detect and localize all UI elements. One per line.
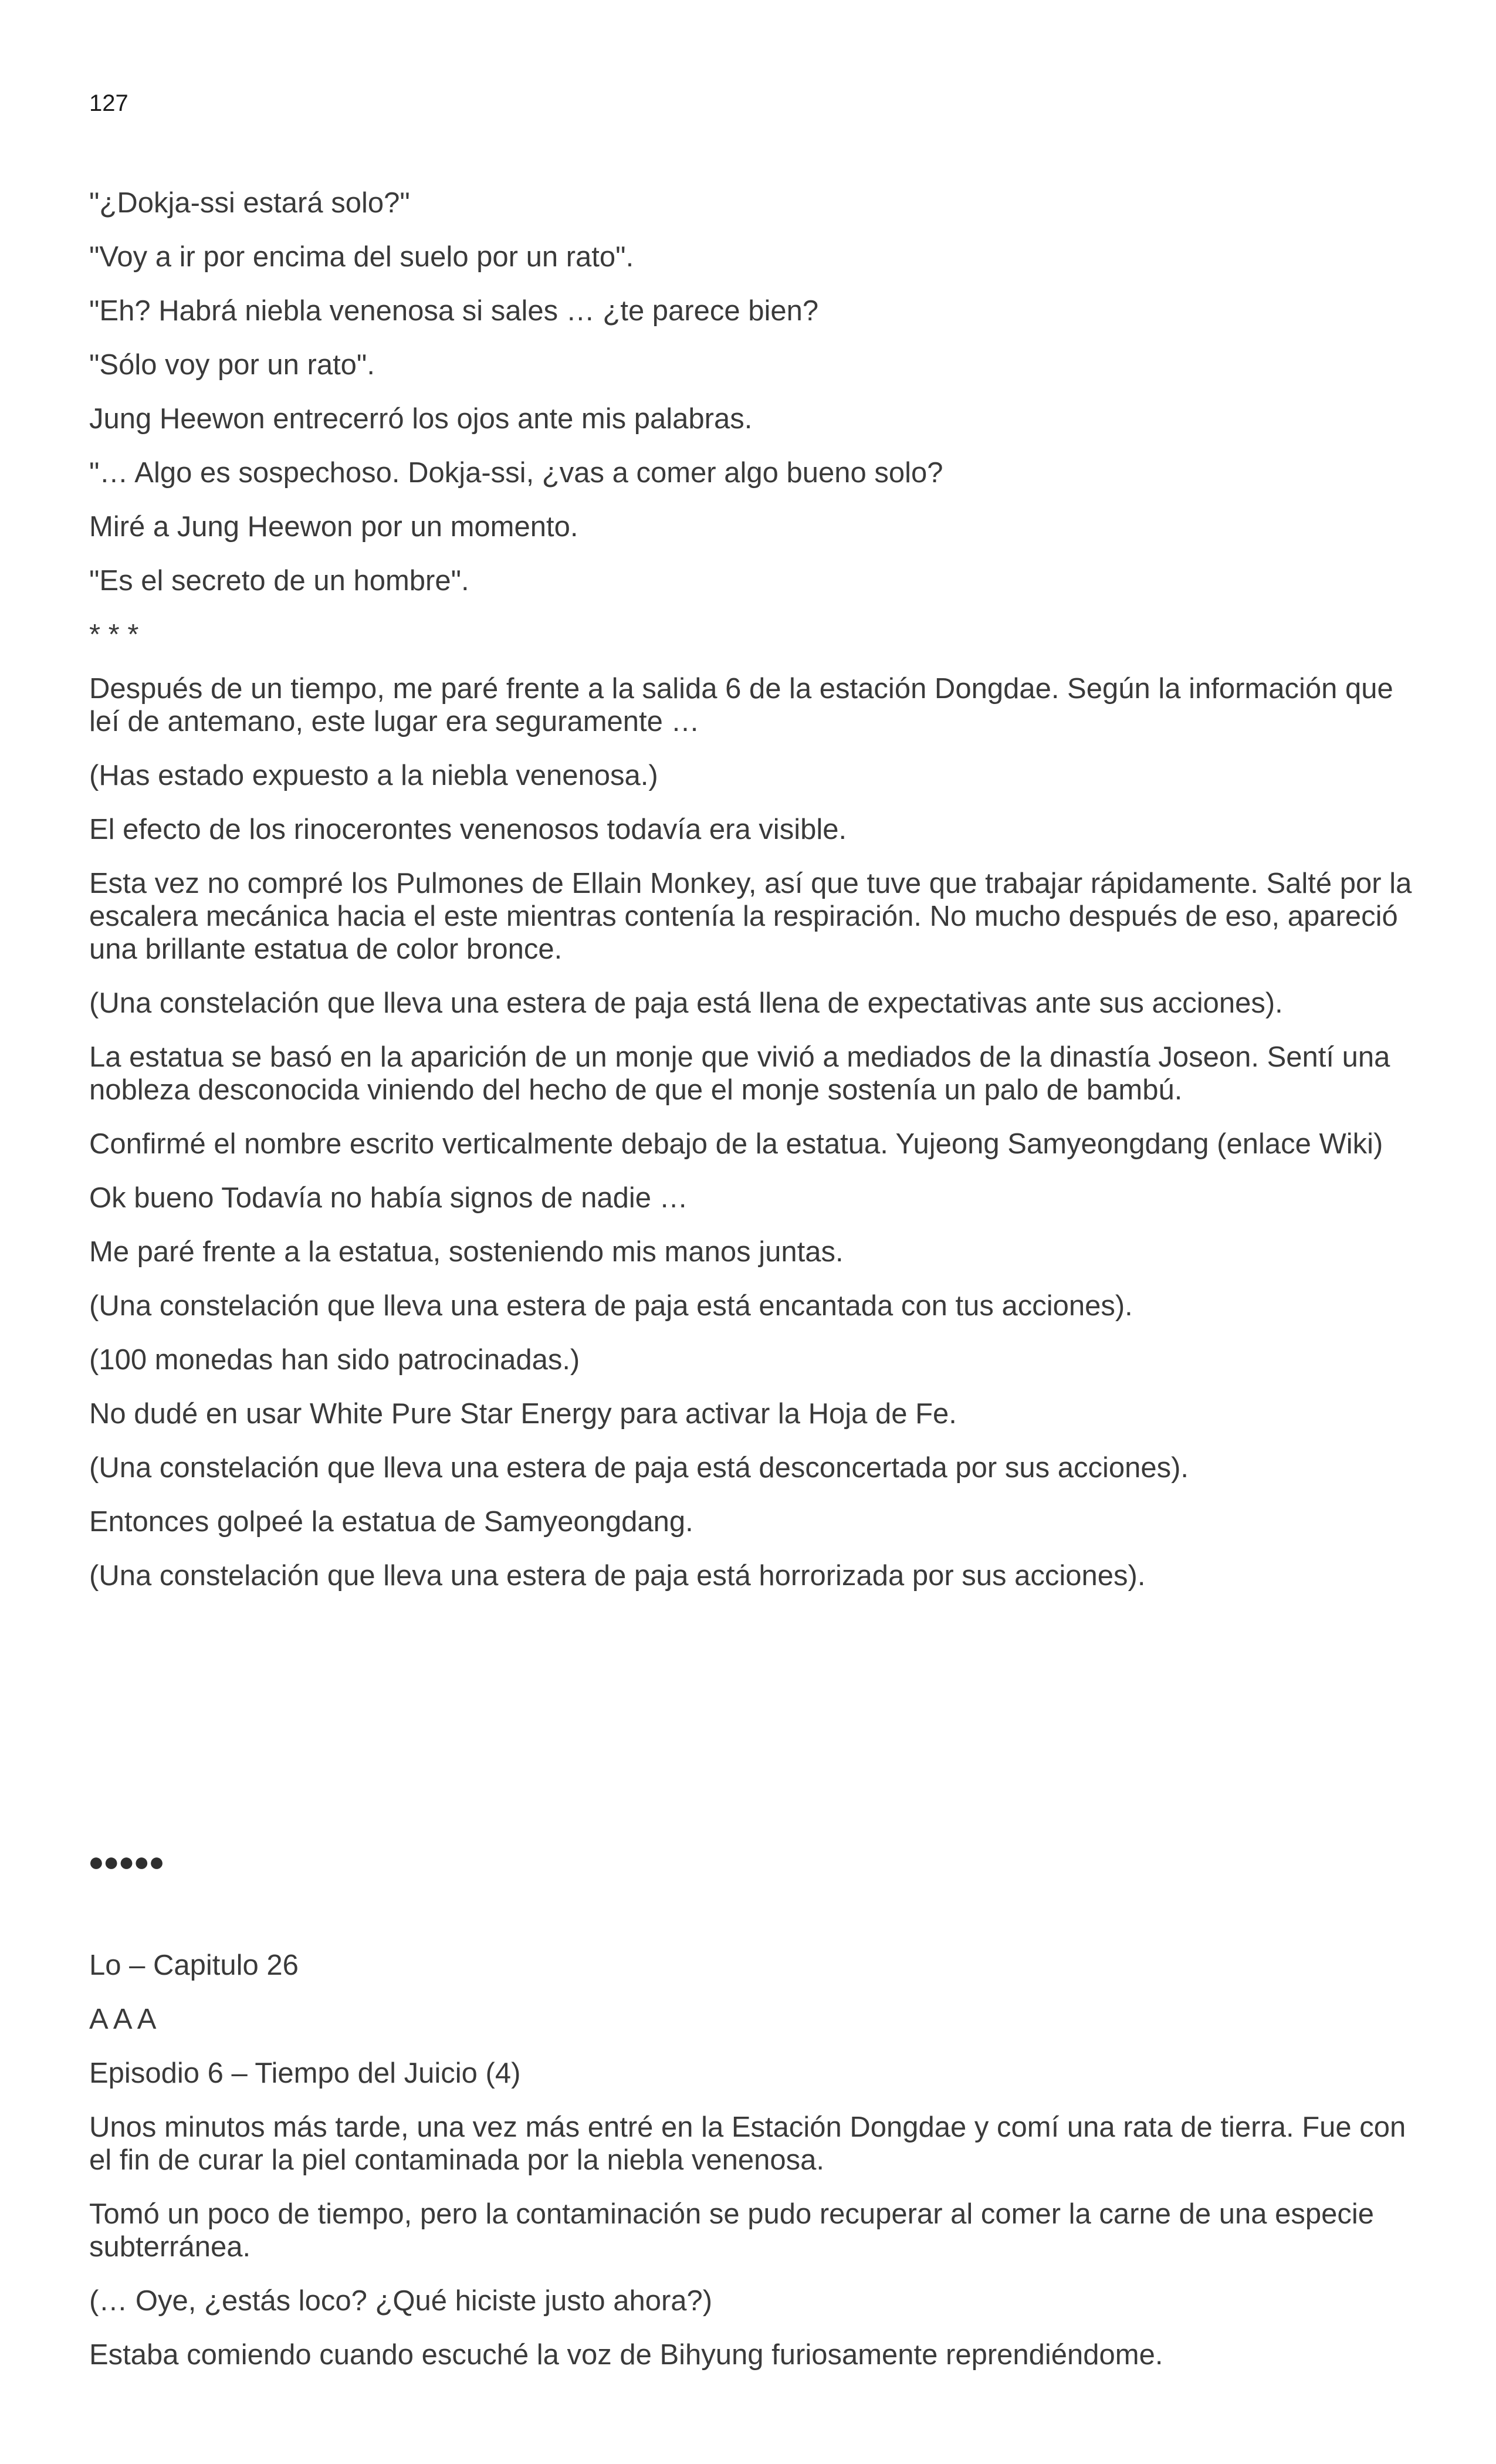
paragraph: Estaba comiendo cuando escuché la voz de Bihyung furiosamente reprendiéndome. <box>89 2339 1163 2371</box>
paragraph: Después de un tiempo, me paré frente a la salida 6 de la estación Dongdae. Según la información que leí de antemano, este lugar era seguramente … <box>89 673 1402 737</box>
section-separator: ●●●●● <box>88 1846 164 1877</box>
system-message: (Una constelación que lleva una estera de paja está horrorizada por sus acciones). <box>89 1560 1146 1592</box>
paragraph: No dudé en usar White Pure Star Energy para activar la Hoja de Fe. <box>89 1398 957 1430</box>
system-message: (Una constelación que lleva una estera de paja está encantada con tus acciones). <box>89 1290 1133 1322</box>
paragraph: "Es el secreto de un hombre". <box>89 565 469 597</box>
paragraph: Esta vez no compré los Pulmones de Ellain Monkey, así que tuve que trabajar rápidamente. Salté por la escalera mecánica hacia el este mientras contenía la respiración. No mucho después de eso, apareció una brillante estatua de color bronce. <box>89 868 1420 965</box>
paragraph: Me paré frente a la estatua, sosteniendo mis manos juntas. <box>89 1236 844 1268</box>
paragraph: "Voy a ir por encima del suelo por un rato". <box>89 241 634 273</box>
episode-title: Episodio 6 – Tiempo del Juicio (4) <box>89 2057 521 2089</box>
paragraph: Confirmé el nombre escrito verticalmente debajo de la estatua. Yujeong Samyeongdang (enlace Wiki) <box>89 1128 1383 1160</box>
paragraph: Miré a Jung Heewon por un momento. <box>89 511 578 543</box>
paragraph: La estatua se basó en la aparición de un monje que vivió a mediados de la dinastía Joseon. Sentí una nobleza desconocida viniendo del hecho de que el monje sostenía un palo de bambú. <box>89 1041 1399 1106</box>
paragraph: "¿Dokja-ssi estará solo?" <box>89 187 410 219</box>
paragraph: (… Oye, ¿estás loco? ¿Qué hiciste justo ahora?) <box>89 2285 713 2317</box>
chapter-text-top <box>89 187 1420 1613</box>
chapter-text-bottom <box>89 1949 1415 2392</box>
system-message: (Has estado expuesto a la niebla venenosa.) <box>89 760 658 791</box>
paragraph: "… Algo es sospechoso. Dokja-ssi, ¿vas a comer algo bueno solo? <box>89 457 943 489</box>
paragraph: El efecto de los rinocerontes venenosos todavía era visible. <box>89 814 847 845</box>
paragraph: Entonces golpeé la estatua de Samyeongdang. <box>89 1506 693 1538</box>
system-message: (Una constelación que lleva una estera de paja está desconcertada por sus acciones). <box>89 1452 1189 1484</box>
chapter-title: Lo – Capitulo 26 <box>89 1949 299 1981</box>
system-message: (100 monedas han sido patrocinadas.) <box>89 1344 580 1376</box>
paragraph: "Sólo voy por un rato". <box>89 349 375 381</box>
paragraph: "Eh? Habrá niebla venenosa si sales … ¿te parece bien? <box>89 295 819 327</box>
page-number: 127 <box>89 90 128 116</box>
scene-break: * * * <box>89 619 139 651</box>
paragraph: Ok bueno Todavía no había signos de nadie … <box>89 1182 688 1214</box>
paragraph: Tomó un poco de tiempo, pero la contaminación se pudo recuperar al comer la carne de una especie subterránea. <box>89 2198 1382 2263</box>
system-message: (Una constelación que lleva una estera de paja está llena de expectativas ante sus acciones). <box>89 987 1283 1019</box>
paragraph: Unos minutos más tarde, una vez más entré en la Estación Dongdae y comí una rata de tierra. Fue con el fin de curar la piel contaminada por la niebla venenosa. <box>89 2111 1414 2176</box>
paragraph: Jung Heewon entrecerró los ojos ante mis palabras. <box>89 403 753 435</box>
font-size-controls: A A A <box>89 2003 157 2035</box>
